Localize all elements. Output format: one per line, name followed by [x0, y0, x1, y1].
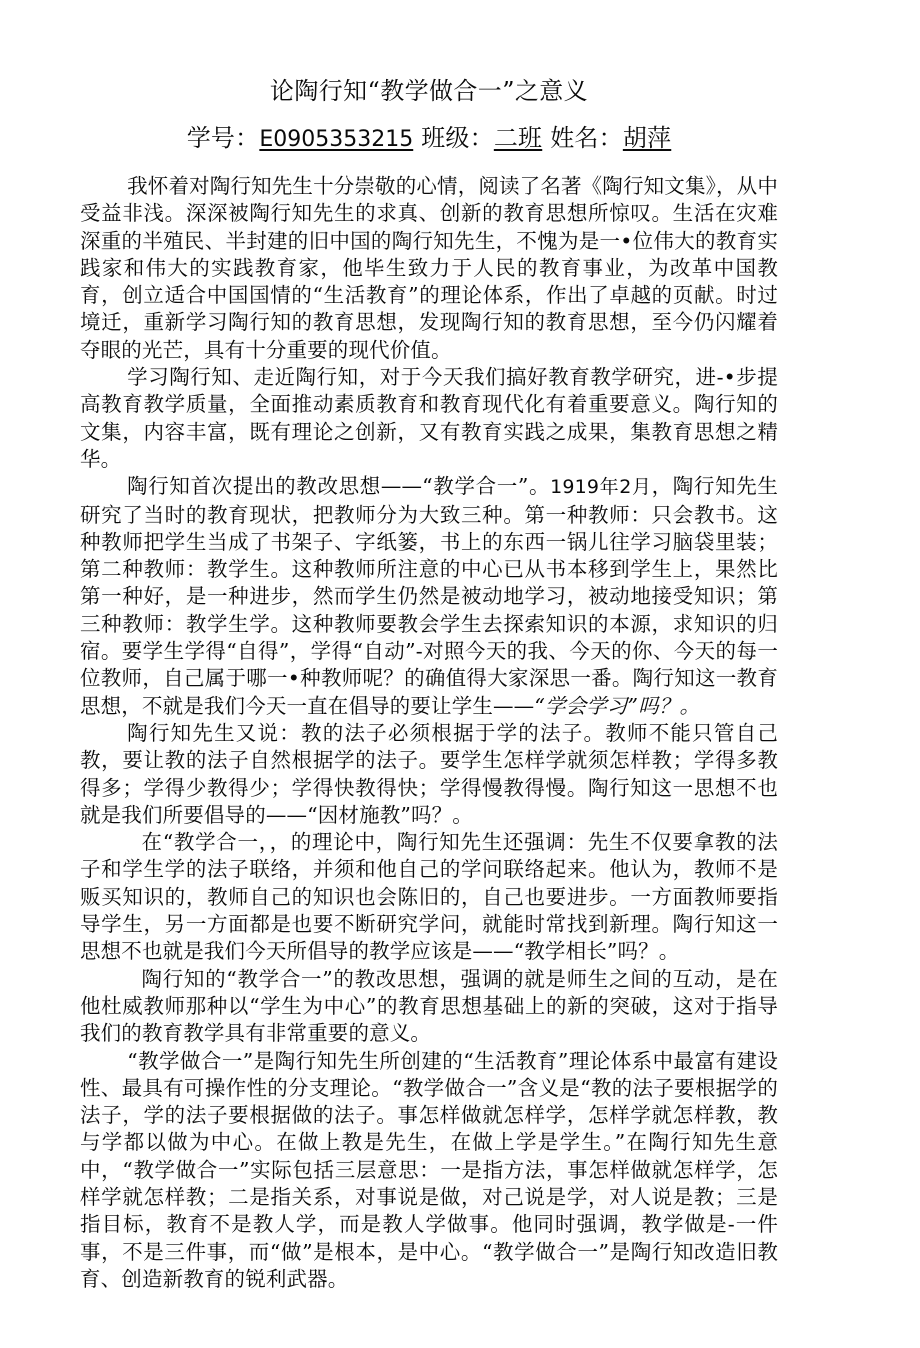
byline: [80, 106, 778, 155]
paragraph-4: [80, 720, 778, 829]
paragraph-7-text: “教学做合一”是陶行知先生所创建的“生活教育”理论体系中最富有建设性、最具有可操作性的分支理论。“教学做合一”含义是“教的法子要根据学的法子，学的法子要根据做的法子。事怎样做就怎样学，怎样学就怎样教，教与学都以做为中心。在做上教是先生，在做上学是学生。”在陶行知先生意中，“教学做合一”实际包括三层意思：一是指方法，事怎样做就怎样学，怎样学就怎样教；二是指关系，对事说是做，对己说是学，对人说是教；三是指目标，教育不是教人学，而是教人学做事。他同时强调，教学做是-一件事，不是三件事，而“做”是根本，是中心。“教学做合一”是陶行知改造旧教育、创造新教育的锐利武器。: [80, 1048, 778, 1291]
paragraph-3-emphasis: “学会学习”吗？。: [534, 693, 701, 718]
paragraph-7: [80, 1048, 778, 1294]
body-text: [80, 155, 778, 1293]
paragraph-1-text: 我怀着对陶行知先生十分崇敬的心情，阅读了名著《陶行知文集》，从中受益非浅。深深被陶行知先生的求真、创新的教育思想所惊叹。生活在灾难深重的半殖民、半封建的旧中国的陶行知先生，不愧为是一•位伟大的教育实践家和伟大的实践教育家，他毕生致力于人民的教育事业，为改革中国教育，创立适合中国国情的“生活教育”的理论体系，作出了卓越的页献。时过境迁，重新学习陶行知的教育思想，发现陶行知的教育思想，至今仍闪耀着夺眼的光芒，具有十分重要的现代价值。: [80, 174, 778, 362]
paragraph-3-lead: 陶行知首次提出的教改思想——“教学合一”。: [127, 474, 551, 499]
paragraph-2-text: 学习陶行知、走近陶行知，对于今天我们搞好教育教学研究，进-•步提高教育教学质量，全面推动素质教育和教育现代化有着重要意义。陶行知的文集，内容丰富，既有理论之创新，又有教育实践之成果，集教育思想之精华。: [80, 365, 778, 471]
paragraph-6: [80, 966, 778, 1048]
page-title: 论陶行知“教学做合一”之意义: [269, 77, 589, 105]
paragraph-2: [80, 364, 778, 473]
class-value: 二班: [493, 124, 543, 152]
paragraph-4-text: 陶行知先生又说：教的法子必须根据于学的法子。教师不能只管自己教，要让教的法子自然根据学的法子。要学生怎样学就须怎样教；学得多教得多；学得少教得少；学得快教得快；学得慢教得慢。陶行知这一思想不也就是我们所要倡导的——“因材施教”吗？。: [80, 720, 778, 827]
name-label: 姓名：: [550, 124, 623, 152]
student-id-value: E0905353215: [259, 127, 414, 152]
paragraph-5-text: 在“教学合一，，的理论中，陶行知先生还强调：先生不仅要拿教的法子和学生学的法子联络，并须和他自己的学问联络起来。他认为，教师不是贩买知识的，教师自己的知识也会陈旧的，自己也要进步。一方面教师要指导学生，另一方面都是也要不断研究学问，就能时常找到新理。陶行知这一思想不也就是我们今天所倡导的教学应该是——“教学相长”吗？。: [80, 830, 778, 964]
paragraph-3: [80, 473, 778, 720]
page-content: [80, 0, 778, 1293]
paragraph-6-text: 陶行知的“教学合一”的教改思想，强调的就是师生之间的互动，是在他杜威教师那种以“学生为中心”的教育思想基础上的新的突破，这对于指导我们的教育教学具有非常重要的意义。: [80, 966, 778, 1046]
class-label: 班级：: [421, 124, 494, 152]
name-value: 胡萍: [622, 124, 672, 152]
student-id-label: 学号：: [186, 124, 260, 152]
paragraph-5: [80, 829, 778, 965]
paragraph-3-date: 1919年2月: [550, 476, 652, 499]
paragraph-1: [80, 173, 778, 364]
paragraph-3-text: ，陶行知先生研究了当时的教育现状，把教师分为大致三种。第一种教师：只会教书。这种教师把学生当成了书架子、字纸篓，书上的东西一锅儿往学习脑袋里装；第二种教师：教学生。这种教师所注意的中心已从书本移到学生上，果然比第一种好，是一种进步，然而学生仍然是被动地学习，被动地接受知识；第三种教师：教学生学。这种教师要教会学生去探索知识的本源，求知识的归宿。要学生学得“自得”，学得“自动”-对照今天的我、今天的你、今天的每一位教师，自己属于哪一•种教师呢？的确值得大家深思一番。陶行知这一教育思想，不就是我们今天一直在倡导的要让学生——: [80, 474, 779, 718]
